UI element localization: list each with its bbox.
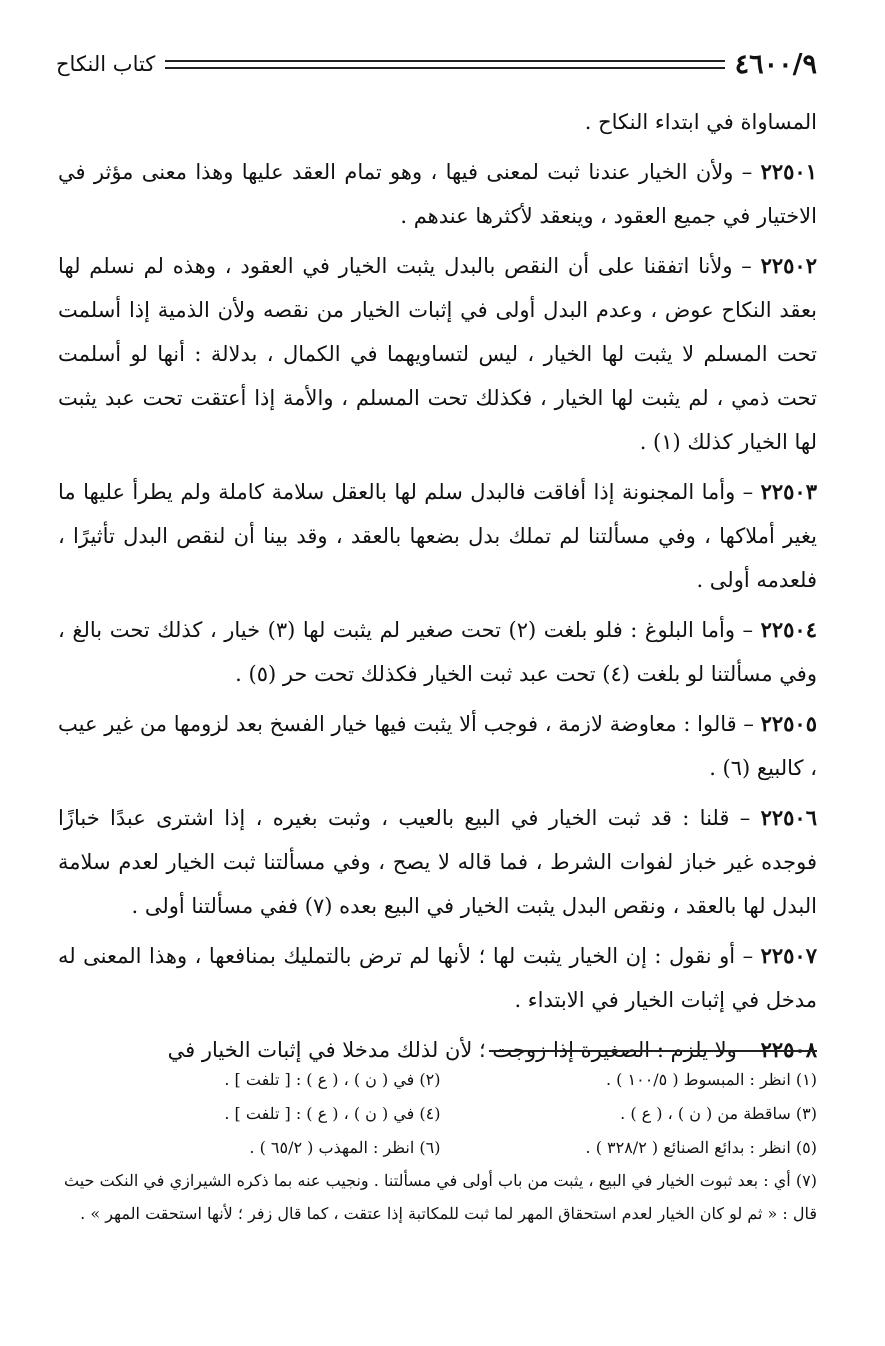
paragraph-text: – قالوا : معاوضة لازمة ، فوجب ألا يثبت فيها خيار الفسخ بعد لزومها من غير عيب ، كالبيع (٦) . <box>58 712 817 780</box>
paragraph-22507 <box>58 934 817 1022</box>
paragraph-22503 <box>58 470 817 602</box>
footnote-7: (٧) أي : بعد ثبوت الخيار في البيع ، يثبت من باب أولى في مسألتنا . ونجيب عنه بما ذكره الشيرازي في النكت حيث قال : « ثم لو كان الخيار لعدم استحقاق المهر لما ثبت للمكاتبة إذا عتقت ، كما قال زفر ؛ لأنها استحقت المهر » . <box>64 1171 817 1223</box>
paragraph-number: ٢٢٥٠٣ <box>760 479 817 504</box>
footnote-separator <box>489 1050 817 1052</box>
book-title: كتاب النكاح <box>56 52 156 76</box>
paragraph-continuation <box>58 100 817 144</box>
paragraph-number: ٢٢٥٠٥ <box>760 711 817 736</box>
footnote-row <box>64 1096 817 1130</box>
paragraph-text: – قلنا : قد ثبت الخيار في البيع بالعيب ، وثبت بغيره ، إذا اشترى عبدًا خبازًا فوجده غير خباز لفوات الشرط ، فما قاله لا يصح ، وفي مسألتنا ثبت الخيار لعدم سلامة البدل لها بالعقد ، ونقص البدل يثبت الخيار في البيع بعده (٧) ففي مسألتنا أولى . <box>58 806 817 918</box>
paragraph-number: ٢٢٥٠٧ <box>760 943 817 968</box>
paragraph-number: ٢٢٥٠١ <box>760 159 817 184</box>
paragraph-number: ٢٢٥٠٨ <box>760 1037 817 1062</box>
page-number: ٤٦٠٠/٩ <box>734 48 817 80</box>
paragraph-text: – ولأن الخيار عندنا ثبت لمعنى فيها ، وهو تمام العقد عليها وهذا معنى مؤثر في الاختيار في جميع العقود ، وينعقد لأكثرها عندهم . <box>58 160 817 228</box>
paragraph-number: ٢٢٥٠٢ <box>760 253 817 278</box>
footnote-6: (٦) انظر : المهذب ( ٦٥/٢ ) . <box>249 1137 441 1157</box>
footnote-3: (٣) ساقطة من ( ن ) ، ( ع ) . <box>620 1103 817 1123</box>
header-double-rule <box>165 60 724 69</box>
paragraph-22504 <box>58 608 817 696</box>
footnote-row <box>64 1062 817 1096</box>
paragraph-22505 <box>58 702 817 790</box>
paragraph-text: – ولأنا اتفقنا على أن النقص بالبدل يثبت الخيار في العقود ، وهذه لم نسلم لها بعقد النكاح عوض ، وعدم البدل أولى في إثبات الخيار من نقصه ولأن الذمية إذا أسلمت تحت المسلم لا يثبت لها الخيار ، ليس لتساويهما في الكمال ، بدلالة : أنها لو أسلمت تحت ذمي ، لم يثبت لها الخيار ، فكذلك تحت المسلم ، والأمة إذا أعتقت تحت عبد يثبت لها الخيار كذلك (١) . <box>58 254 817 454</box>
footnote-1: (١) انظر : المبسوط ( ١٠٠/٥ ) . <box>606 1069 817 1089</box>
paragraph-number: ٢٢٥٠٤ <box>760 617 817 642</box>
paragraph-22506 <box>58 796 817 928</box>
footnote-row <box>64 1130 817 1164</box>
footnote-4: (٤) في ( ن ) ، ( ع ) : [ تلفت ] . <box>224 1103 441 1123</box>
paragraph-text: – وأما البلوغ : فلو بلغت (٢) تحت صغير لم يثبت لها (٣) خيار ، كذلك تحت بالغ ، وفي مسألتنا لو بلغت (٤) تحت عبد ثبت الخيار فكذلك تحت حر (٥) . <box>58 618 817 686</box>
paragraph-text: المساواة في ابتداء النكاح . <box>584 110 817 134</box>
paragraph-text: – وأما المجنونة إذا أفاقت فالبدل سلم لها بالعقل سلامة كاملة ولم يطرأ عليها ما يغير أملاكها ، وفي مسألتنا لم تملك بدل بضعها بالعقد ، وقد بينا أن لنقص البدل تأثيرًا ، فلعدمه أولى . <box>58 480 817 592</box>
footnotes <box>64 1062 817 1230</box>
paragraph-22502 <box>58 244 817 464</box>
footnote-5: (٥) انظر : بدائع الصنائع ( ٣٢٨/٢ ) . <box>585 1137 817 1157</box>
paragraph-text: – ولا يلزم : الصغيرة إذا زوجت ؛ لأن لذلك مدخلا في إثبات الخيار في <box>167 1038 761 1062</box>
main-text <box>58 100 817 1078</box>
running-header <box>56 44 817 84</box>
paragraph-number: ٢٢٥٠٦ <box>760 805 817 830</box>
paragraph-text: – أو نقول : إن الخيار يثبت لها ؛ لأنها لم ترض بالتمليك بمنافعها ، وهذا المعنى له مدخل في إثبات الخيار في الابتداء . <box>58 944 817 1012</box>
footnote-2: (٢) في ( ن ) ، ( ع ) : [ تلفت ] . <box>224 1069 441 1089</box>
paragraph-22501 <box>58 150 817 238</box>
